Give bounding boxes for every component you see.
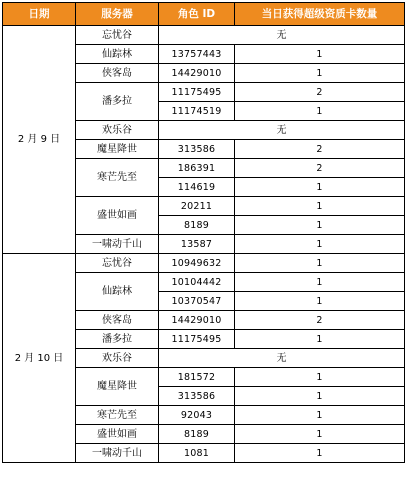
role-id-cell: 313586 bbox=[159, 387, 235, 406]
role-id-cell: 14429010 bbox=[159, 311, 235, 330]
server-cell: 寒芒先至 bbox=[76, 159, 159, 197]
count-cell: 1 bbox=[235, 64, 405, 83]
count-cell: 1 bbox=[235, 330, 405, 349]
count-cell: 1 bbox=[235, 387, 405, 406]
count-cell: 2 bbox=[235, 83, 405, 102]
count-cell: 2 bbox=[235, 140, 405, 159]
server-cell: 魔星降世 bbox=[76, 140, 159, 159]
count-cell: 1 bbox=[235, 273, 405, 292]
table-header bbox=[3, 3, 405, 26]
count-cell: 1 bbox=[235, 197, 405, 216]
count-cell: 1 bbox=[235, 102, 405, 121]
server-cell: 侠客岛 bbox=[76, 311, 159, 330]
role-id-cell: 20211 bbox=[159, 197, 235, 216]
role-id-cell: 11175495 bbox=[159, 83, 235, 102]
role-id-cell: 10949632 bbox=[159, 254, 235, 273]
none-cell: 无 bbox=[159, 121, 405, 140]
role-id-cell: 13587 bbox=[159, 235, 235, 254]
server-cell: 寒芒先至 bbox=[76, 406, 159, 425]
count-cell: 2 bbox=[235, 159, 405, 178]
count-cell: 1 bbox=[235, 178, 405, 197]
header-row bbox=[3, 3, 405, 26]
table-body bbox=[3, 26, 405, 463]
count-cell: 1 bbox=[235, 444, 405, 463]
super-card-table bbox=[2, 2, 405, 463]
role-id-cell: 8189 bbox=[159, 425, 235, 444]
count-cell: 1 bbox=[235, 254, 405, 273]
role-id-cell: 114619 bbox=[159, 178, 235, 197]
role-id-cell: 313586 bbox=[159, 140, 235, 159]
server-cell: 仙踪林 bbox=[76, 273, 159, 311]
table-container bbox=[2, 2, 405, 463]
none-cell: 无 bbox=[159, 26, 405, 45]
server-cell: 潘多拉 bbox=[76, 330, 159, 349]
server-cell: 潘多拉 bbox=[76, 83, 159, 121]
server-cell: 魔星降世 bbox=[76, 368, 159, 406]
date-cell: 2 月 10 日 bbox=[3, 254, 76, 463]
count-cell: 1 bbox=[235, 292, 405, 311]
count-cell: 1 bbox=[235, 45, 405, 64]
count-cell: 1 bbox=[235, 235, 405, 254]
server-cell: 一啸动千山 bbox=[76, 235, 159, 254]
server-cell: 盛世如画 bbox=[76, 425, 159, 444]
role-id-cell: 1081 bbox=[159, 444, 235, 463]
role-id-cell: 8189 bbox=[159, 216, 235, 235]
server-cell: 侠客岛 bbox=[76, 64, 159, 83]
count-cell: 1 bbox=[235, 406, 405, 425]
header-count: 当日获得超级资质卡数量 bbox=[235, 3, 405, 26]
role-id-cell: 11174519 bbox=[159, 102, 235, 121]
header-date: 日期 bbox=[3, 3, 76, 26]
role-id-cell: 13757443 bbox=[159, 45, 235, 64]
server-cell: 欢乐谷 bbox=[76, 349, 159, 368]
server-cell: 忘忧谷 bbox=[76, 26, 159, 45]
server-cell: 盛世如画 bbox=[76, 197, 159, 235]
table-row bbox=[3, 254, 405, 273]
count-cell: 2 bbox=[235, 311, 405, 330]
role-id-cell: 10104442 bbox=[159, 273, 235, 292]
server-cell: 一啸动千山 bbox=[76, 444, 159, 463]
date-cell: 2 月 9 日 bbox=[3, 26, 76, 254]
server-cell: 欢乐谷 bbox=[76, 121, 159, 140]
role-id-cell: 181572 bbox=[159, 368, 235, 387]
role-id-cell: 92043 bbox=[159, 406, 235, 425]
count-cell: 1 bbox=[235, 425, 405, 444]
role-id-cell: 10370547 bbox=[159, 292, 235, 311]
role-id-cell: 186391 bbox=[159, 159, 235, 178]
server-cell: 忘忧谷 bbox=[76, 254, 159, 273]
header-role-id: 角色 ID bbox=[159, 3, 235, 26]
none-cell: 无 bbox=[159, 349, 405, 368]
table-row bbox=[3, 26, 405, 45]
server-cell: 仙踪林 bbox=[76, 45, 159, 64]
role-id-cell: 11175495 bbox=[159, 330, 235, 349]
role-id-cell: 14429010 bbox=[159, 64, 235, 83]
count-cell: 1 bbox=[235, 216, 405, 235]
header-server: 服务器 bbox=[76, 3, 159, 26]
count-cell: 1 bbox=[235, 368, 405, 387]
